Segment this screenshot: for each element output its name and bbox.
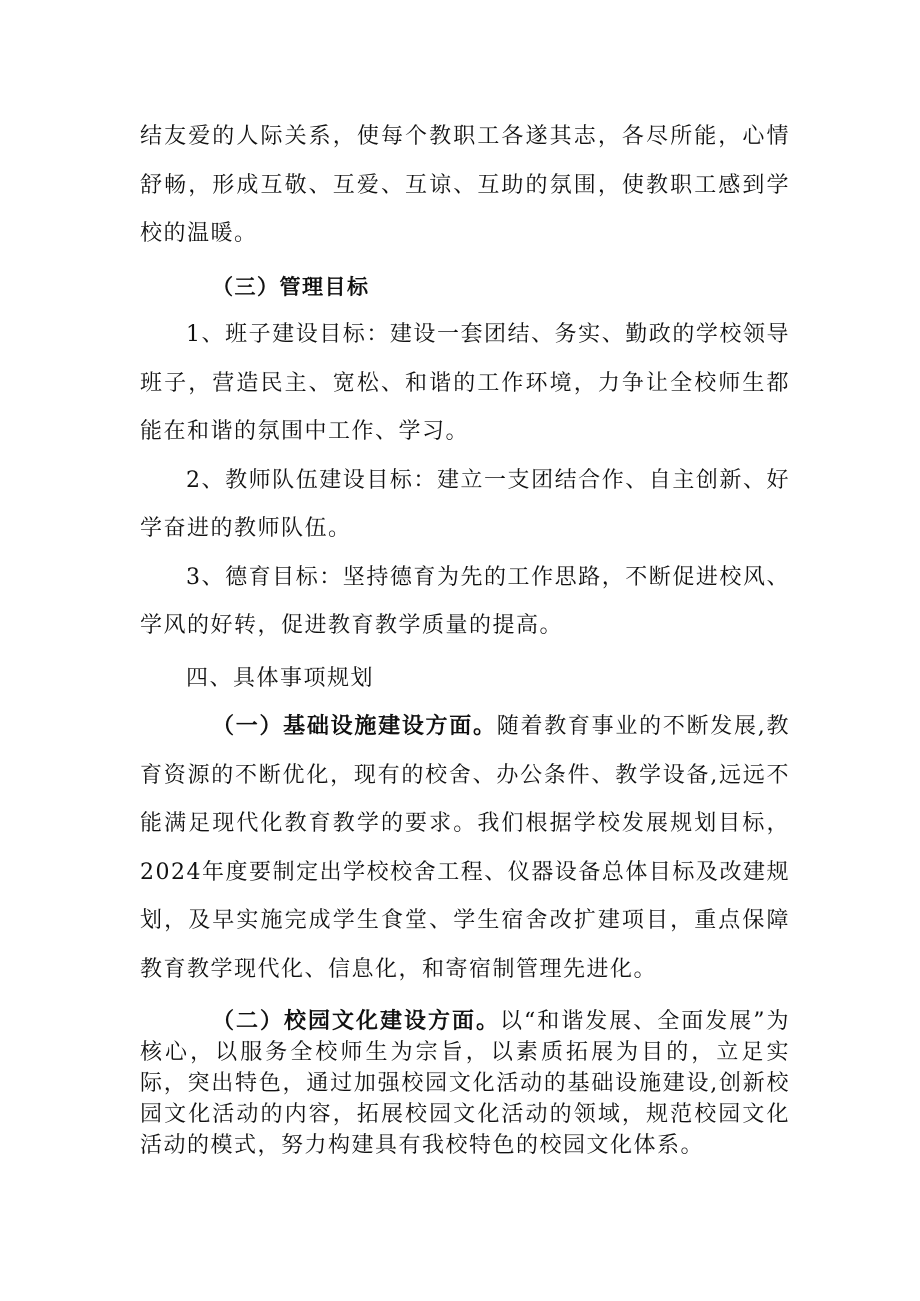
infrastructure-body: 随着教育事业的不断发展,教育资源的不断优化，现有的校舍、办公条件、教学设备,远远不能满足现代化教育教学的要求。我们根据学校发展规划目标，2024年度要制定出学校校舍工程、仪器设备总体目标及改建规划，及早实施完成学生食堂、学生宿舍改扩建项目，重点保障教育教学现代化、信息化，和寄宿制管理先进化。 — [140, 714, 790, 982]
paragraph-infrastructure — [140, 703, 790, 994]
campus-culture-body: 以“和谐发展、全面发展”为核心，以服务全校师生为宗旨，以素质拓展为目的，立足实际，突出特色，通过加强校园文化活动的基础设施建设,创新校园文化活动的内容，拓展校园文化活动的领域，规范校园文化活动的模式，努力构建具有我校特色的校园文化体系。 — [140, 1009, 790, 1158]
document-body — [140, 113, 790, 1161]
paragraph-harmony-continued: 结友爱的人际关系，使每个教职工各遂其志，各尽所能，心情舒畅，形成互敬、互爱、互谅、互助的氛围，使教职工感到学校的温暖。 — [140, 124, 790, 246]
goal-item-leadership: 1、班子建设目标：建设一套团结、务实、勤政的学校领导班子，营造民主、宽松、和谐的工作环境，力争让全校师生都能在和谐的氛围中工作、学习。 — [140, 322, 790, 444]
infrastructure-lead: （一）基础设施建设方面。 — [212, 714, 497, 739]
paragraph-campus-culture — [140, 1006, 790, 1161]
goal-item-moral-education: 3、德育目标：坚持德育为先的工作思路，不断促进校风、学风的好转，促进教育教学质量的提高。 — [140, 564, 790, 638]
heading-management-goals: （三）管理目标 — [212, 274, 370, 299]
heading-specific-plans: 四、具体事项规划 — [186, 665, 375, 691]
goal-item-teachers: 2、教师队伍建设目标：建立一支团结合作、自主创新、好学奋进的教师队伍。 — [140, 467, 790, 541]
campus-culture-lead: （二）校园文化建设方面。 — [212, 1009, 500, 1034]
